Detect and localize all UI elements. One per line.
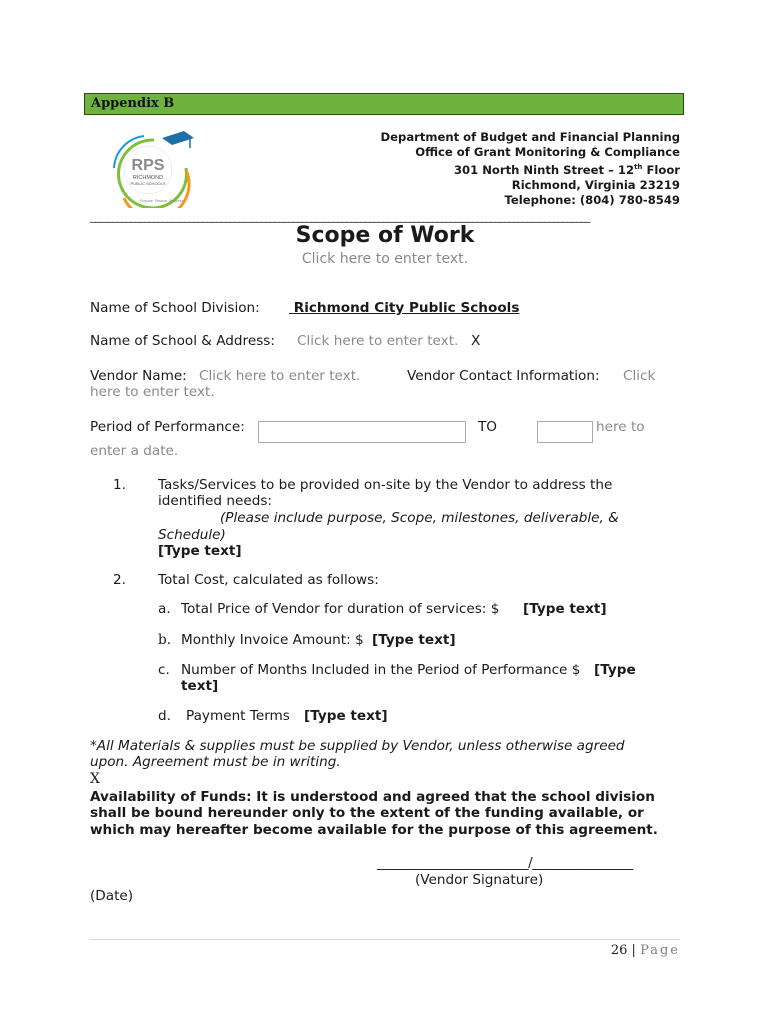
division-value: Richmond City Public Schools [293,300,520,316]
item1-note-cont: Schedule) [158,527,226,543]
graduation-cap-icon [162,131,194,145]
cost-a-text: Total Price of Vendor for duration of services: $ [181,601,500,617]
cost-d-type-text[interactable]: [Type text] [304,708,388,724]
appendix-bar [84,93,684,115]
appendix-label: Appendix B [91,96,175,111]
footer-rule [90,939,680,940]
period-start-date-field[interactable] [258,421,466,443]
cost-a-label: a. [158,601,171,617]
division-label: Name of School Division: [90,300,260,316]
dept-line5: Telephone: (804) 780-8549 [504,192,680,207]
title-placeholder[interactable]: Click here to enter text. [301,251,469,267]
funds-statement: Availability of Funds: It is understood and agreed that the school division [90,789,655,805]
cost-b-text: Monthly Invoice Amount: $ [181,632,364,648]
dept-line2: Office of Grant Monitoring & Compliance [415,145,680,159]
item1-note: (Please include purpose, Scope, milestones, deliverable, & [220,510,619,526]
cost-d-label: d. [158,708,171,724]
vendor-contact-input[interactable]: Click [623,368,656,384]
funds-statement-line3: which may hereafter become available for the purpose of this agreement. [90,822,658,838]
materials-note: *All Materials & supplies must be supplied by Vendor, unless otherwise agreed [90,738,625,754]
logo-line1: RICHMOND [132,175,164,181]
dept-line1: Department of Budget and Financial Planning [380,130,680,144]
cost-c-label: c. [158,662,170,678]
item1-number: 1. [113,477,126,493]
department-address-block [381,130,680,208]
page-number: 26 | Page [610,943,680,958]
cost-c-type-text[interactable]: [Type [594,662,636,678]
item2-text: Total Cost, calculated as follows: [158,572,379,588]
x-mark: X [90,771,100,787]
page-title: Scope of Work [295,223,475,248]
dept-line3: 301 North Ninth Street – 12th Floor [453,162,680,177]
cost-b-type-text[interactable]: [Type text] [372,632,456,648]
period-end-date-field[interactable] [537,421,593,443]
date-label: (Date) [90,888,134,904]
cost-a-type-text[interactable]: [Type text] [523,601,607,617]
item2-number: 2. [113,572,126,588]
period-end-hint[interactable]: here to [596,419,645,435]
period-end-hint-cont[interactable]: enter a date. [90,443,179,459]
cost-c-text: Number of Months Included in the Period of Performance $ [181,662,581,678]
logo-line2: PUBLIC SCHOOLS [130,181,166,186]
school-input[interactable]: Click here to enter text. [297,333,459,349]
cost-b-label: b. [158,632,172,648]
logo-letters: RPS [131,157,165,174]
funds-statement-line2: shall be bound hereunder only to the extent of the funding available, or [90,805,644,821]
signature-label: (Vendor Signature) [415,872,544,888]
rps-logo [104,128,194,208]
period-to: TO [478,419,498,435]
materials-note-cont: upon. Agreement must be in writing. [90,754,341,770]
item1-text-cont: identified needs: [158,493,273,509]
vendor-contact-input-cont[interactable]: here to enter text. [90,384,215,400]
school-label: Name of School & Address: [90,333,275,349]
header-rule: _______________________________________________________________________________________________________________ [90,210,590,223]
item1-type-text[interactable]: [Type text] [158,543,242,559]
dept-line4: Richmond, Virginia 23219 [511,177,680,192]
cost-c-type-text-cont[interactable]: text] [181,678,219,694]
vendor-contact-label: Vendor Contact Information: [407,368,600,384]
vendor-name-input[interactable]: Click here to enter text. [199,368,361,384]
vendor-label: Vendor Name: [90,368,187,384]
signature-line: ________________________/________________ [377,855,633,871]
cost-d-text: Payment Terms [186,708,290,724]
school-mark: X [471,333,481,349]
period-label: Period of Performance: [90,419,245,435]
item1-text: Tasks/Services to be provided on-site by the Vendor to address the [158,477,613,493]
logo-tagline: Purpose. Passion. Progress. [139,199,185,203]
